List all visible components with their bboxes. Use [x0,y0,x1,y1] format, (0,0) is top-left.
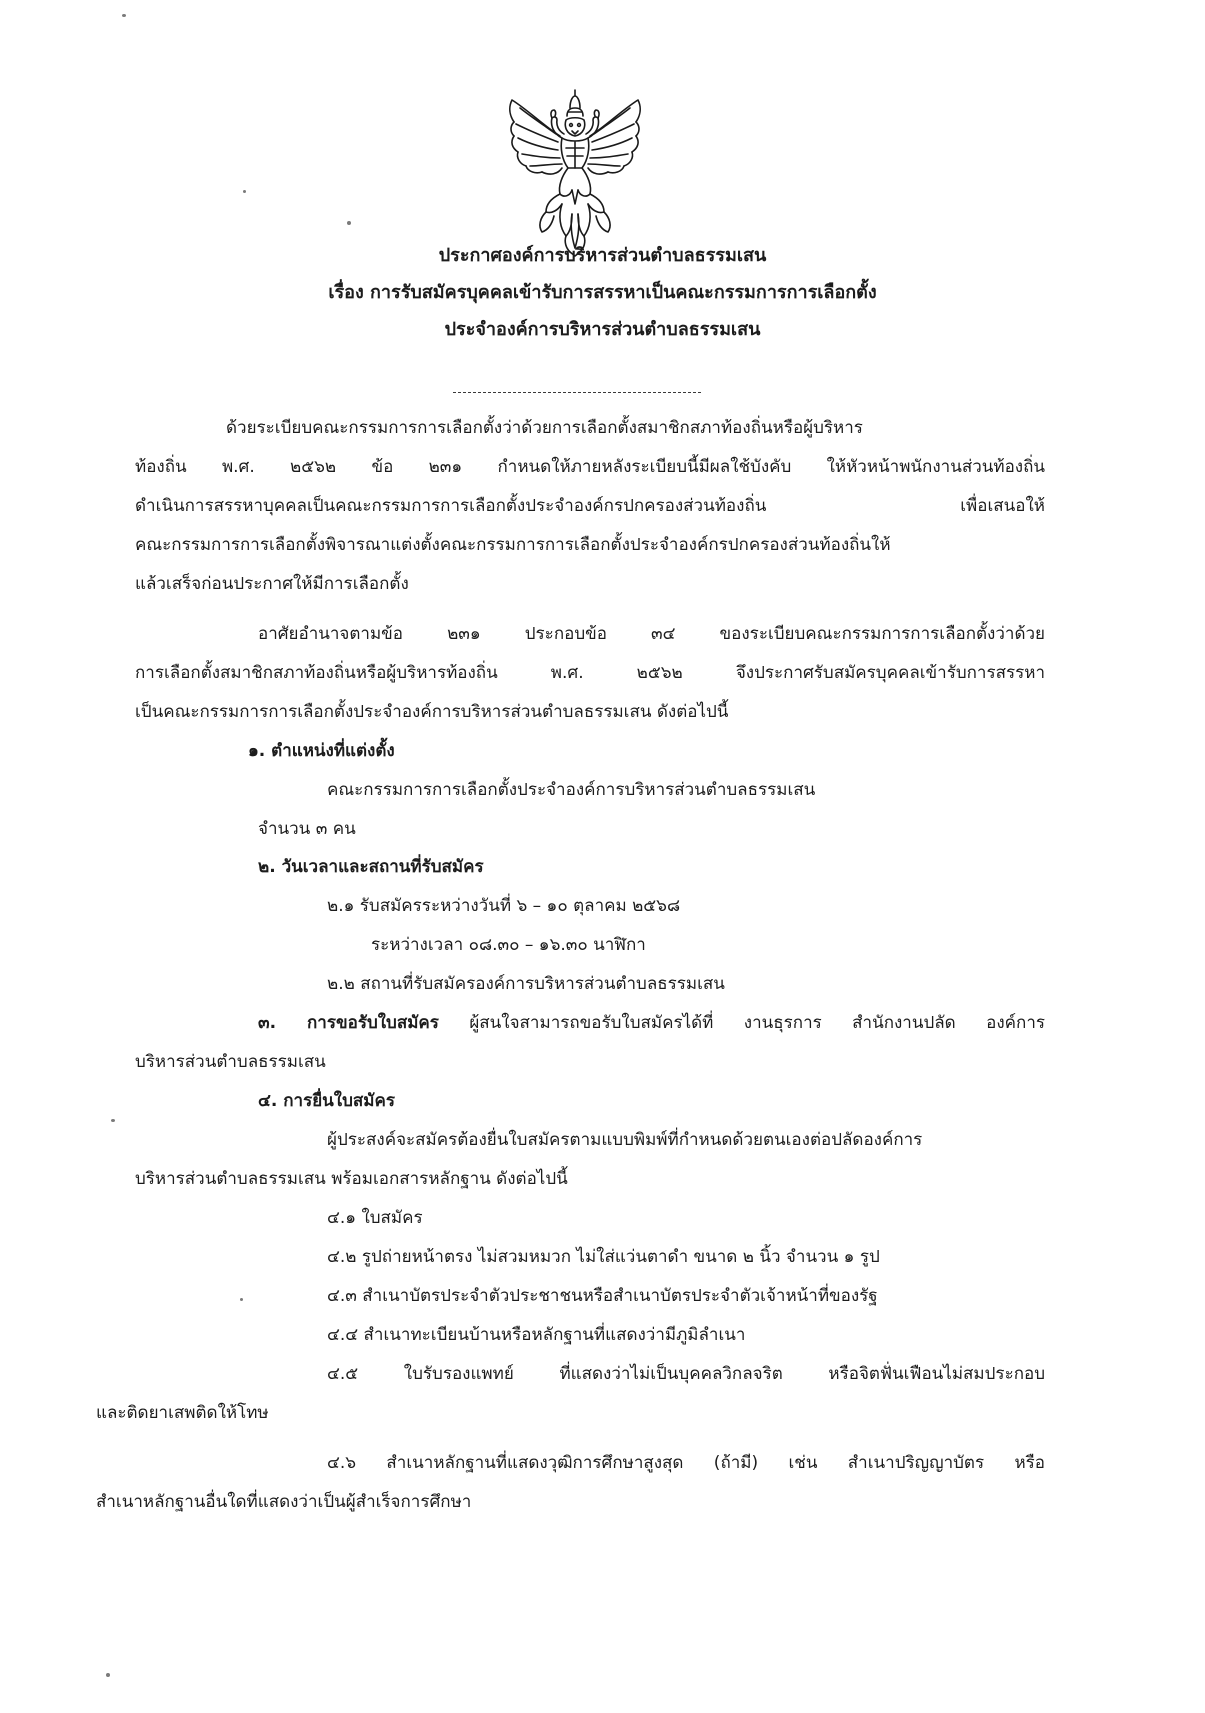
paragraph-line: ดำเนินการสรรหาบุคคลเป็นคณะกรรมการการเลือกตั้งประจำองค์กรปกครองส่วนท้องถิ่น เพื่อเสนอให้ [135,496,1045,516]
scan-speck [122,14,126,17]
section-2-date: ๒.๑ รับสมัครระหว่างวันที่ ๖ – ๑๐ ตุลาคม ๒๕๖๘ [327,896,681,916]
section-4-title: ๔. การยื่นใบสมัคร [258,1091,395,1111]
paragraph-line: การเลือกตั้งสมาชิกสภาท้องถิ่นหรือผู้บริหารท้องถิ่น พ.ศ. ๒๕๖๒ จึงประกาศรับสมัครบุคคลเข้ารับการสรรหา [135,663,1045,683]
section-1-title: ๑. ตำแหน่งที่แต่งตั้ง [248,741,395,761]
paragraph-line: ท้องถิ่น พ.ศ. ๒๕๖๒ ข้อ ๒๓๑ กำหนดให้ภายหลังระเบียบนี้มีผลใช้บังคับ ให้หัวหน้าพนักงานส่วนท้องถิ่น [135,457,1045,477]
section-3-line [258,1009,1045,1036]
section-3-text-cont: บริหารส่วนตำบลธรรมเสน [135,1052,326,1072]
scan-speck [347,221,351,225]
section-2-time: ระหว่างเวลา ๐๘.๓๐ – ๑๖.๓๐ นาฬิกา [371,935,646,955]
list-item: ๔.๔ สำเนาทะเบียนบ้านหรือหลักฐานที่แสดงว่ามีภูมิลำเนา [327,1325,746,1345]
list-item-cont: และติดยาเสพติดให้โทษ [96,1403,269,1423]
section-4-intro: ผู้ประสงค์จะสมัครต้องยื่นใบสมัครตามแบบพิมพ์ที่กำหนดด้วยตนเองต่อปลัดองค์การ [327,1130,923,1150]
scan-speck [240,1298,243,1301]
section-2-title: ๒. วันเวลาและสถานที่รับสมัคร [258,857,484,877]
list-item: ๔.๓ สำเนาบัตรประจำตัวประชาชนหรือสำเนาบัตรประจำตัวเจ้าหน้าที่ของรัฐ [327,1286,878,1306]
heading-divider [453,392,701,393]
scan-speck [243,190,246,193]
scan-speck [106,1673,110,1677]
list-item: ๔.๒ รูปถ่ายหน้าตรง ไม่สวมหมวก ไม่ใส่แว่นตาดำ ขนาด ๒ นิ้ว จำนวน ๑ รูป [327,1247,880,1267]
section-3-text: ผู้สนใจสามารถขอรับใบสมัครได้ที่ งานธุรการ สำนักงานปลัด องค์การ [438,1013,1045,1033]
list-item: ๔.๕ ใบรับรองแพทย์ ที่แสดงว่าไม่เป็นบุคคลวิกลจริต หรือจิตฟั่นเฟือนไม่สมประกอบ [327,1364,1045,1384]
list-item: ๔.๖ สำเนาหลักฐานที่แสดงวุฒิการศึกษาสูงสุด (ถ้ามี) เช่น สำเนาปริญญาบัตร หรือ [327,1453,1045,1473]
list-item-cont: สำเนาหลักฐานอื่นใดที่แสดงว่าเป็นผู้สำเร็จการศึกษา [96,1492,472,1512]
paragraph-line: คณะกรรมการการเลือกตั้งพิจารณาแต่งตั้งคณะกรรมการการเลือกตั้งประจำองค์กรปกครองส่วนท้องถิ่นให้ [135,535,891,555]
section-2-place: ๒.๒ สถานที่รับสมัครองค์การบริหารส่วนตำบลธรรมเสน [327,974,725,994]
paragraph-line: อาศัยอำนาจตามข้อ ๒๓๑ ประกอบข้อ ๓๔ ของระเบียบคณะกรรมการการเลือกตั้งว่าด้วย [258,624,1045,644]
section-3-title: ๓. การขอรับใบสมัคร [258,1013,439,1033]
announcement-subject: เรื่อง การรับสมัครบุคคลเข้ารับการสรรหาเป็นคณะกรรมการการเลือกตั้ง [328,282,877,303]
paragraph-line: แล้วเสร็จก่อนประกาศให้มีการเลือกตั้ง [135,574,409,594]
announcement-subtitle: ประจำองค์การบริหารส่วนตำบลธรรมเสน [444,319,761,340]
section-1-count: จำนวน ๓ คน [258,819,356,839]
paragraph-line: ด้วยระเบียบคณะกรรมการการเลือกตั้งว่าด้วยการเลือกตั้งสมาชิกสภาท้องถิ่นหรือผู้บริหาร [226,418,863,438]
announcement-title: ประกาศองค์การบริหารส่วนตำบลธรรมเสน [438,245,767,266]
list-item: ๔.๑ ใบสมัคร [327,1208,423,1228]
section-1-position: คณะกรรมการการเลือกตั้งประจำองค์การบริหารส่วนตำบลธรรมเสน [327,780,816,800]
section-4-intro-cont: บริหารส่วนตำบลธรรมเสน พร้อมเอกสารหลักฐาน ดังต่อไปนี้ [135,1169,568,1189]
paragraph-line: เป็นคณะกรรมการการเลือกตั้งประจำองค์การบริหารส่วนตำบลธรรมเสน ดังต่อไปนี้ [135,702,729,722]
scan-speck [111,1119,115,1122]
garuda-emblem-icon [500,86,650,258]
